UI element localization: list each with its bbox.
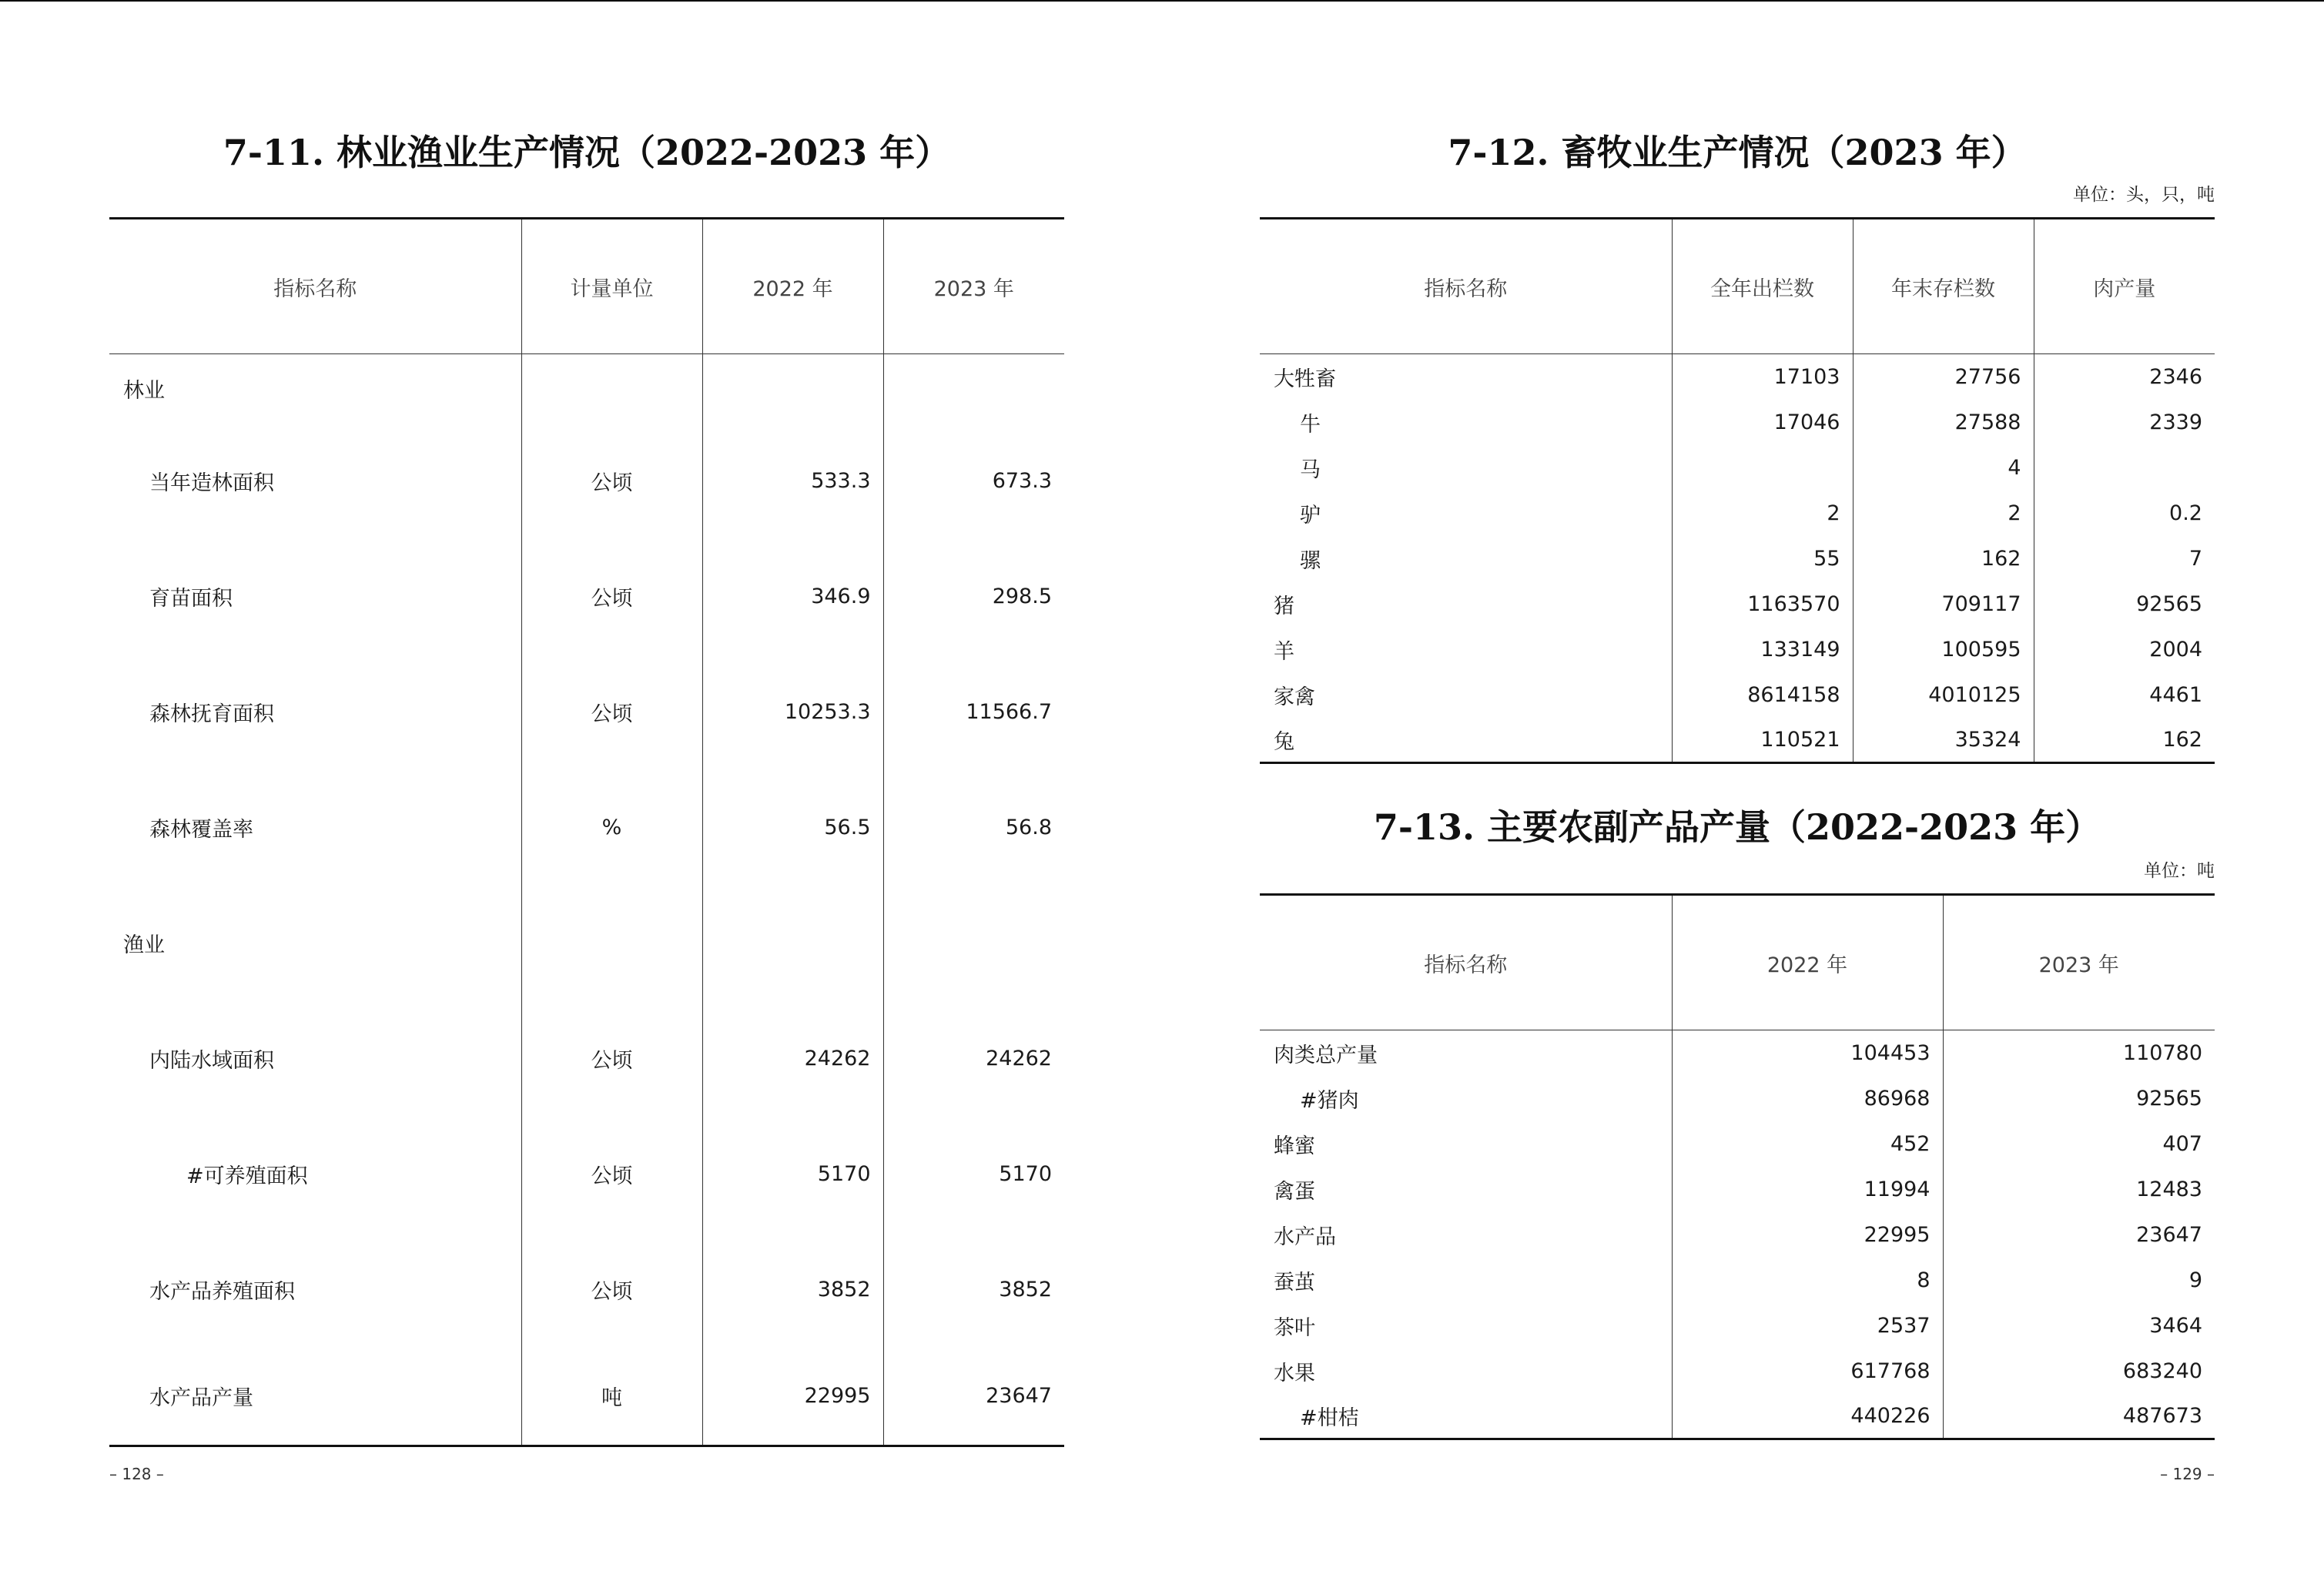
row-name: 水产品 — [1274, 1225, 1336, 1249]
row-2023: 673.3 — [883, 424, 1064, 539]
header-2022: 2022 年 — [1672, 895, 1943, 1030]
row-out: 17103 — [1672, 354, 1853, 400]
table-header-row — [109, 219, 1064, 354]
row-name: 水产品养殖面积 — [149, 1280, 295, 1304]
row-2022: 22995 — [702, 1348, 883, 1446]
table-row — [1260, 536, 2215, 581]
header-indicator-name: 指标名称 — [1260, 895, 1672, 1030]
row-2023: 9 — [1943, 1258, 2215, 1303]
row-stock: 162 — [1853, 536, 2034, 581]
row-2023: 487673 — [1943, 1394, 2215, 1439]
table-row — [1260, 1030, 2215, 1076]
row-name: 当年造林面积 — [149, 471, 274, 495]
row-2022 — [702, 886, 883, 1001]
row-name: 森林覆盖率 — [149, 818, 253, 842]
table-row — [109, 655, 1064, 770]
table-row — [109, 1348, 1064, 1446]
table-header-row — [1260, 895, 2215, 1030]
row-name: 茶叶 — [1274, 1315, 1315, 1340]
row-2023: 5170 — [883, 1117, 1064, 1232]
table-row — [1260, 627, 2215, 672]
row-meat: 2339 — [2034, 400, 2215, 445]
table-row — [1260, 1167, 2215, 1212]
row-meat: 2346 — [2034, 354, 2215, 400]
table-7-13-title: 7-13. 主要农副产品产量（2022-2023 年） — [1373, 806, 2101, 848]
livestock-unit-note: 单位：头，只，吨 — [2073, 185, 2215, 205]
row-out: 110521 — [1672, 718, 1853, 763]
row-2023 — [883, 354, 1064, 424]
forestry-fishery-table — [109, 217, 1064, 1447]
table-row — [1260, 1121, 2215, 1167]
row-meat: 2004 — [2034, 627, 2215, 672]
row-name: 内陆水域面积 — [149, 1049, 274, 1073]
row-2022: 10253.3 — [702, 655, 883, 770]
header-year-end-stock: 年末存栏数 — [1853, 219, 2034, 354]
row-unit: 公顷 — [521, 655, 702, 770]
row-unit — [521, 886, 702, 1001]
row-unit: 公顷 — [521, 539, 702, 655]
row-2022: 452 — [1672, 1121, 1943, 1167]
row-2022: 440226 — [1672, 1394, 1943, 1439]
agri-products-table — [1260, 893, 2215, 1440]
row-name: #可养殖面积 — [186, 1164, 308, 1188]
row-stock: 2 — [1853, 491, 2034, 536]
row-name: 育苗面积 — [149, 587, 233, 611]
row-2023: 92565 — [1943, 1076, 2215, 1121]
row-2023: 298.5 — [883, 539, 1064, 655]
row-name: #猪肉 — [1300, 1088, 1359, 1113]
row-name: 森林抚育面积 — [149, 702, 274, 726]
row-stock: 4 — [1853, 445, 2034, 491]
row-2023: 23647 — [1943, 1212, 2215, 1258]
table-row — [1260, 718, 2215, 763]
row-2022: 346.9 — [702, 539, 883, 655]
header-annual-slaughter: 全年出栏数 — [1672, 219, 1853, 354]
row-2023: 24262 — [883, 1001, 1064, 1117]
row-2022 — [702, 354, 883, 424]
row-unit: % — [521, 770, 702, 886]
row-name: 蜂蜜 — [1274, 1134, 1315, 1158]
table-row — [109, 1232, 1064, 1348]
row-2023: 683240 — [1943, 1348, 2215, 1394]
row-meat: 162 — [2034, 718, 2215, 763]
row-name: 肉类总产量 — [1274, 1043, 1378, 1067]
table-row — [1260, 1258, 2215, 1303]
agri-unit-note: 单位：吨 — [2144, 861, 2215, 881]
row-2022: 104453 — [1672, 1030, 1943, 1076]
row-out: 133149 — [1672, 627, 1853, 672]
table-row — [1260, 1076, 2215, 1121]
row-unit: 吨 — [521, 1348, 702, 1446]
header-2023: 2023 年 — [1943, 895, 2215, 1030]
row-name: 牛 — [1300, 412, 1321, 437]
header-indicator-name: 指标名称 — [1260, 219, 1672, 354]
row-meat: 7 — [2034, 536, 2215, 581]
row-2023: 23647 — [883, 1348, 1064, 1446]
page-number-right: – 129 – — [2160, 1465, 2215, 1483]
row-2022: 22995 — [1672, 1212, 1943, 1258]
table-7-12-title: 7-12. 畜牧业生产情况（2023 年） — [1448, 132, 2027, 173]
row-2023: 3464 — [1943, 1303, 2215, 1348]
table-row — [1260, 491, 2215, 536]
table-row — [1260, 581, 2215, 627]
row-stock: 35324 — [1853, 718, 2034, 763]
table-row — [1260, 445, 2215, 491]
row-meat — [2034, 445, 2215, 491]
row-2022: 24262 — [702, 1001, 883, 1117]
header-indicator-name: 指标名称 — [109, 219, 521, 354]
table-row — [109, 886, 1064, 1001]
row-2023: 110780 — [1943, 1030, 2215, 1076]
row-2022: 11994 — [1672, 1167, 1943, 1212]
livestock-table — [1260, 217, 2215, 764]
row-meat: 0.2 — [2034, 491, 2215, 536]
row-2023: 12483 — [1943, 1167, 2215, 1212]
row-name: 羊 — [1274, 639, 1294, 664]
table-row — [109, 539, 1064, 655]
row-name: 驴 — [1300, 503, 1321, 528]
header-unit: 计量单位 — [521, 219, 702, 354]
right-page — [1260, 0, 2215, 1588]
row-unit: 公顷 — [521, 1117, 702, 1232]
row-unit: 公顷 — [521, 1001, 702, 1117]
header-2022: 2022 年 — [702, 219, 883, 354]
header-2023: 2023 年 — [883, 219, 1064, 354]
left-page — [109, 0, 1064, 1588]
table-row — [109, 1117, 1064, 1232]
table-row — [1260, 400, 2215, 445]
row-name: 马 — [1300, 457, 1321, 482]
row-name: 骡 — [1300, 548, 1321, 573]
row-2022: 533.3 — [702, 424, 883, 539]
row-2023: 3852 — [883, 1232, 1064, 1348]
row-name: 大牲畜 — [1274, 367, 1336, 391]
row-2023: 56.8 — [883, 770, 1064, 886]
row-name: 猪 — [1274, 594, 1294, 618]
row-out: 55 — [1672, 536, 1853, 581]
row-name: 禽蛋 — [1274, 1179, 1315, 1204]
header-meat-output: 肉产量 — [2034, 219, 2215, 354]
row-unit: 公顷 — [521, 424, 702, 539]
row-out: 1163570 — [1672, 581, 1853, 627]
row-out: 17046 — [1672, 400, 1853, 445]
row-2023 — [883, 886, 1064, 1001]
table-header-row — [1260, 219, 2215, 354]
row-stock: 4010125 — [1853, 672, 2034, 718]
row-2022: 617768 — [1672, 1348, 1943, 1394]
row-2022: 2537 — [1672, 1303, 1943, 1348]
table-row — [1260, 1348, 2215, 1394]
row-stock: 27588 — [1853, 400, 2034, 445]
row-unit — [521, 354, 702, 424]
row-name: #柑桔 — [1300, 1405, 1359, 1430]
row-name: 家禽 — [1274, 685, 1315, 709]
table-row — [1260, 1212, 2215, 1258]
row-meat: 4461 — [2034, 672, 2215, 718]
row-stock: 100595 — [1853, 627, 2034, 672]
row-name: 水产品产量 — [149, 1386, 253, 1411]
page-number-left: – 128 – — [109, 1465, 164, 1483]
row-2022: 56.5 — [702, 770, 883, 886]
row-out: 2 — [1672, 491, 1853, 536]
row-unit: 公顷 — [521, 1232, 702, 1348]
table-row — [1260, 1303, 2215, 1348]
table-row — [1260, 354, 2215, 400]
row-stock: 27756 — [1853, 354, 2034, 400]
table-row — [109, 424, 1064, 539]
row-out: 8614158 — [1672, 672, 1853, 718]
table-7-11-title: 7-11. 林业渔业生产情况（2022-2023 年） — [223, 132, 951, 173]
row-stock: 709117 — [1853, 581, 2034, 627]
row-out — [1672, 445, 1853, 491]
row-name: 林业 — [123, 379, 165, 404]
row-2022: 8 — [1672, 1258, 1943, 1303]
row-2022: 86968 — [1672, 1076, 1943, 1121]
row-2022: 5170 — [702, 1117, 883, 1232]
row-meat: 92565 — [2034, 581, 2215, 627]
row-2023: 407 — [1943, 1121, 2215, 1167]
table-row — [109, 354, 1064, 424]
row-name: 水果 — [1274, 1361, 1315, 1385]
table-row — [109, 1001, 1064, 1117]
row-2022: 3852 — [702, 1232, 883, 1348]
row-2023: 11566.7 — [883, 655, 1064, 770]
row-name: 蚕茧 — [1274, 1270, 1315, 1295]
row-name: 兔 — [1274, 729, 1294, 754]
row-name: 渔业 — [123, 933, 165, 957]
table-row — [1260, 1394, 2215, 1439]
table-row — [109, 770, 1064, 886]
table-row — [1260, 672, 2215, 718]
